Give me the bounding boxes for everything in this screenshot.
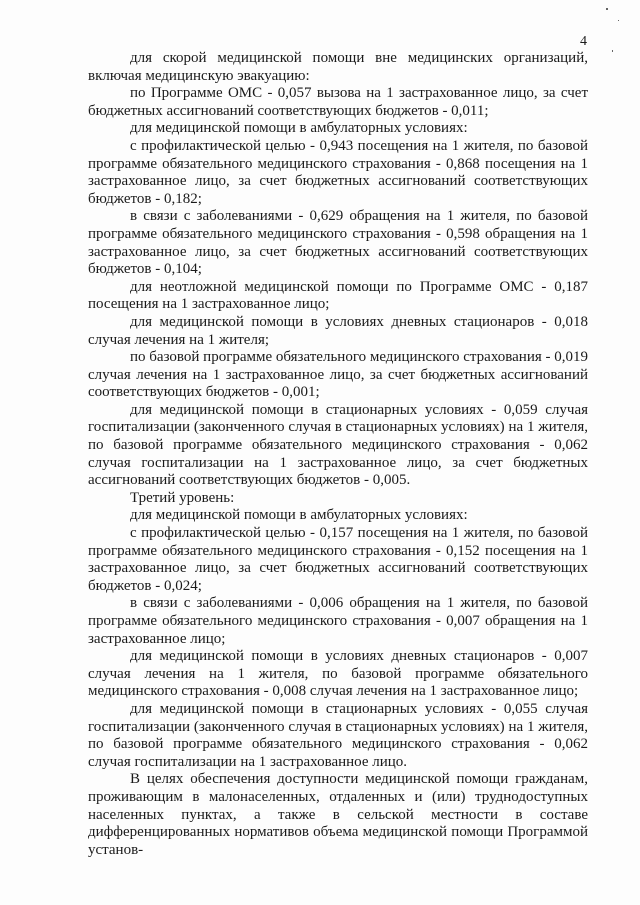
paragraph: с профилактической целью - 0,157 посещения на 1 жителя, по базовой программе обязательного медицинского страхования - 0,152 посещения на 1 застрахованное лицо, за счет бюджетных ассигнований соответствующих бюджетов - 0,024; [88,525,588,594]
paragraph: для скорой медицинской помощи вне медицинских организаций, включая медицинскую эвакуацию: [88,50,588,84]
paragraph: по базовой программе обязательного медицинского страхования - 0,019 случая лечения на 1 застрахованное лицо, за счет бюджетных ассигнований соответствующих бюджетов - 0,001; [88,349,588,401]
document-body [88,50,588,859]
paragraph: для медицинской помощи в амбулаторных условиях: [130,120,468,137]
page-number: 4 [580,34,587,49]
scan-speck [612,50,613,52]
paragraph: по Программе ОМС - 0,057 вызова на 1 застрахованное лицо, за счет бюджетных ассигнований соответствующих бюджетов - 0,011; [88,85,588,119]
paragraph: для медицинской помощи в амбулаторных условиях: [130,507,468,524]
scan-speck [606,8,608,10]
paragraph: В целях обеспечения доступности медицинской помощи гражданам, проживающим в малонаселенных, отдаленных и (или) труднодоступных населенных пунктах, а также в сельской местности в составе дифференцированных нормативов объема медицинской помощи Программой установ- [88,771,588,858]
paragraph: в связи с заболеваниями - 0,629 обращения на 1 жителя, по базовой программе обязательного медицинского страхования - 0,598 обращения на 1 застрахованное лицо, за счет бюджетных ассигнований соответствующих бюджетов - 0,104; [88,208,588,278]
scan-speck [618,20,619,21]
paragraph: для неотложной медицинской помощи по Программе ОМС - 0,187 посещения на 1 застрахованное лицо; [88,278,588,313]
paragraph: с профилактической целью - 0,943 посещения на 1 жителя, по базовой программе обязательного медицинского страхования - 0,868 посещения на 1 застрахованное лицо, за счет бюджетных ассигнований соответствующих бюджетов - 0,182; [88,137,588,207]
paragraph: для медицинской помощи в стационарных условиях - 0,055 случая госпитализации (законченного случая в стационарных условиях) на 1 жителя, по базовой программе обязательного медицинского страхования - 0,062 случая госпитализации на 1 застрахованное лицо. [88,700,588,770]
section-heading: Третий уровень: [130,489,235,506]
paragraph: для медицинской помощи в стационарных условиях - 0,059 случая госпитализации (законченного случая в стационарных условиях) на 1 жителя, по базовой программе обязательного медицинского страхования - 0,062 случая госпитализации на 1 застрахованное лицо, за счет бюджетных ассигнований соответствующих бюджетов - 0,005. [88,401,588,489]
paragraph: для медицинской помощи в условиях дневных стационаров - 0,018 случая лечения на 1 жителя; [88,313,588,348]
paragraph: в связи с заболеваниями - 0,006 обращения на 1 жителя, по базовой программе обязательного медицинского страхования - 0,007 обращения на 1 застрахованное лицо; [88,595,588,647]
paragraph: для медицинской помощи в условиях дневных стационаров - 0,007 случая лечения на 1 жителя, по базовой программе обязательного медицинского страхования - 0,008 случая лечения на 1 застрахованное лицо; [88,648,588,700]
